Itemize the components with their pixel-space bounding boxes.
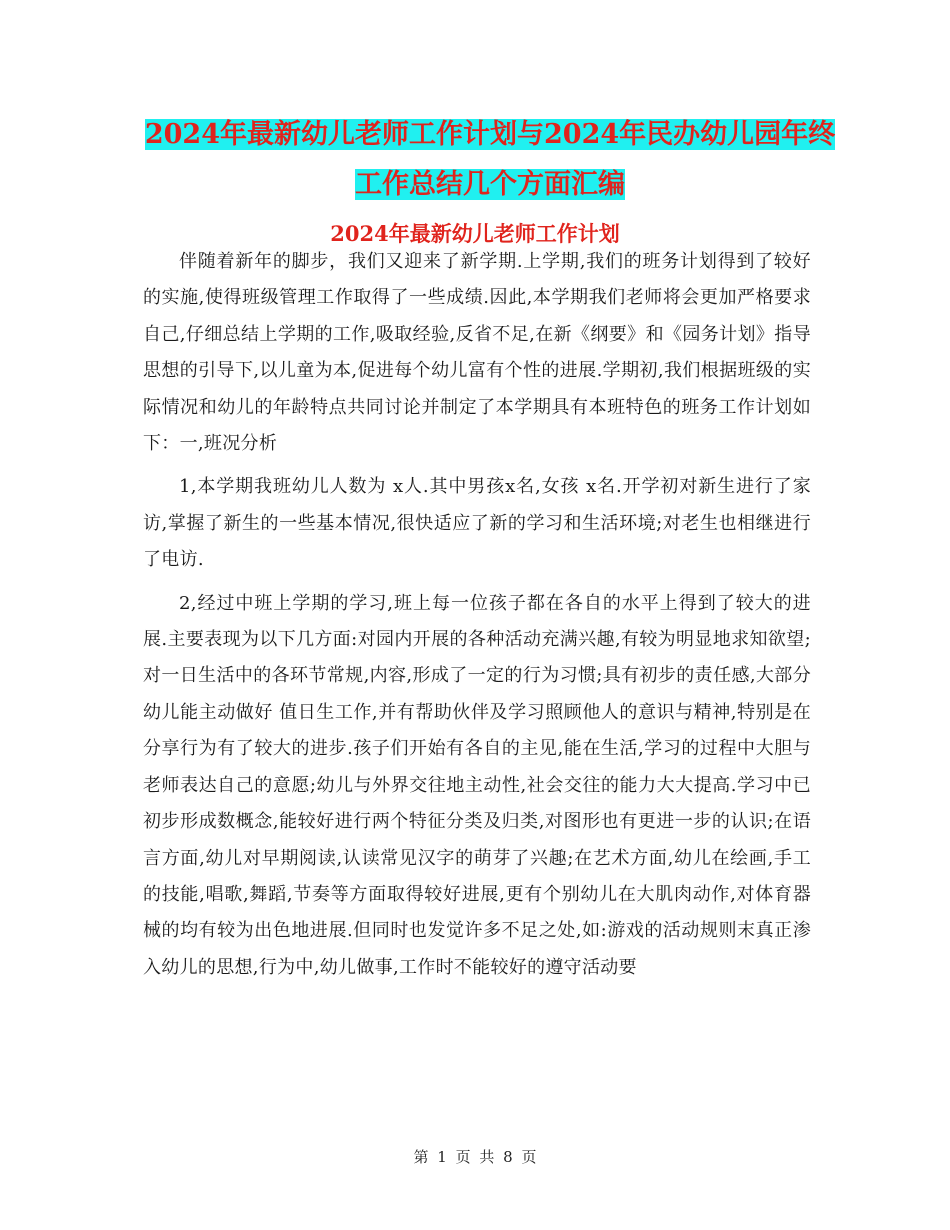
document-title bbox=[140, 110, 840, 210]
paragraph-progress: 2,经过中班上学期的学习,班上每一位孩子都在各自的水平上得到了较大的进展.主要表现为以下几方面:对园内开展的各种活动充满兴趣,有较为明显地求知欲望;对一日生活中的各环节常规,内容,形成了一定的行为习惯;具有初步的责任感,大部分幼儿能主动做好 值日生工作,并有帮助伙伴及学习照顾他人的意识与精神,特别是在分享行为有了较大的进步.孩子们开始有各自的主见,能在生活,学习的过程中大胆与老师表达自己的意愿;幼儿与外界交往地主动性,社会交往的能力大大提高.学习中已初步形成数概念,能较好进行两个特征分类及归类,对图形也有更进一步的认识;在语言方面,幼儿对早期阅读,认读常见汉字的萌芽了兴趣;在艺术方面,幼儿在绘画,手工的技能,唱歌,舞蹈,节奏等方面取得较好进展,更有个别幼儿在大肌肉动作,对体育器械的均有较为出色地进展.但同时也发觉许多不足之处,如:游戏的活动规则末真正渗入幼儿的思想,行为中,幼儿做事,工作时不能较好的遵守活动要 bbox=[143, 592, 811, 978]
paragraph-class-size: 1,本学期我班幼儿人数为 x人.其中男孩x名,女孩 x名.开学初对新生进行了家访,掌握了新生的一些基本情况,很快适应了新的学习和生活环境;对老生也相继进行了电访. bbox=[143, 476, 811, 571]
document-title-text: 2024年最新幼儿老师工作计划与2024年民办幼儿园年终工作总结几个方面汇编 bbox=[144, 119, 836, 200]
document-body bbox=[143, 244, 811, 986]
section-title: 2024年最新幼儿老师工作计划 bbox=[330, 221, 620, 246]
page-number: 第 1 页 共 8 页 bbox=[413, 1148, 537, 1166]
paragraph-intro: 伴随着新年的脚步，我们又迎来了新学期.上学期,我们的班务计划得到了较好的实施,使得班级管理工作取得了一些成绩.因此,本学期我们老师将会更加严格要求自己,仔细总结上学期的工作,吸取经验,反省不足,在新《纲要》和《园务计划》指导思想的引导下,以儿童为本,促进每个幼儿富有个性的进展.学期初,我们根据班级的实际情况和幼儿的年龄特点共同讨论并制定了本学期具有本班特色的班务工作计划如下：一,班况分析 bbox=[143, 251, 811, 455]
